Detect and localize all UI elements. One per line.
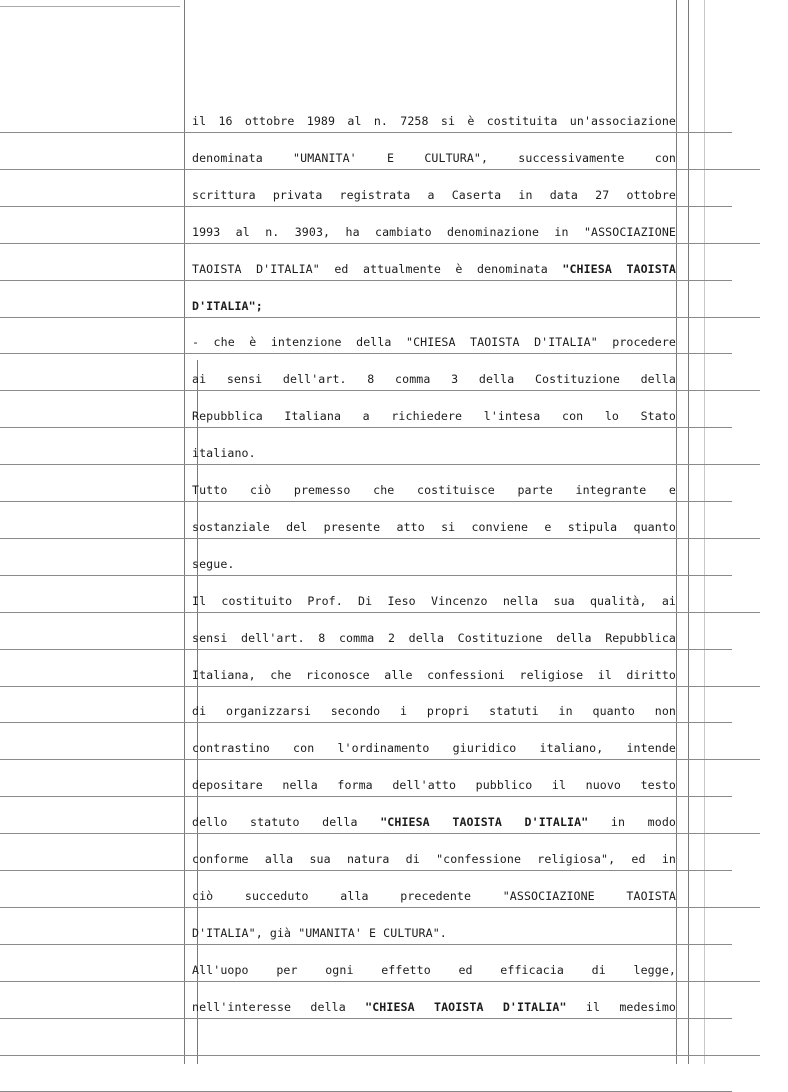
ruled-line — [0, 944, 732, 945]
text-line — [192, 1000, 676, 1014]
ruled-line — [0, 538, 760, 539]
ruled-line — [0, 870, 732, 871]
text-line — [192, 594, 676, 608]
text-line — [192, 299, 676, 313]
text-segment: TAOISTA D'ITALIA" ed attualmente è denominata — [192, 261, 563, 276]
text-segment: - che è intenzione della "CHIESA TAOISTA D'ITALIA" procedere — [192, 335, 676, 350]
ruled-line — [0, 169, 760, 170]
ruled-line — [0, 501, 732, 502]
bold-segment: D'ITALIA"; — [192, 298, 263, 313]
text-segment: 1993 al n. 3903, ha cambiato denominazione in "ASSOCIAZIONE — [192, 224, 676, 239]
text-segment: il 16 ottobre 1989 al n. 7258 si è costituita un'associazione — [192, 114, 676, 128]
text-line — [192, 446, 676, 460]
text-line — [192, 926, 676, 940]
text-segment: sensi dell'art. 8 comma 2 della Costituzione della Repubblica — [192, 630, 676, 645]
right-margin-rule — [676, 0, 677, 1064]
text-segment: Il costituito Prof. Di Ieso Vincenzo nella sua qualità, ai — [192, 593, 676, 608]
text-segment: ciò succeduto alla precedente "ASSOCIAZIONE TAOISTA — [192, 888, 676, 903]
ruled-line — [0, 1055, 760, 1056]
ruled-line — [0, 206, 732, 207]
ruled-line — [0, 722, 732, 723]
ruled-line — [0, 427, 732, 428]
text-line — [192, 778, 676, 792]
top-rule — [0, 6, 180, 7]
text-segment: in modo — [588, 815, 676, 830]
ruled-line — [0, 353, 732, 354]
bold-segment: "CHIESA TAOISTA D'ITALIA" — [365, 999, 567, 1014]
text-segment: All'uopo per ogni effetto ed efficacia di legge, — [192, 962, 676, 977]
text-segment: sostanziale del presente atto si conviene e stipula quanto — [192, 519, 676, 534]
text-line — [192, 631, 676, 645]
text-line — [192, 557, 676, 571]
text-segment: il medesimo — [566, 999, 676, 1014]
text-segment: Tutto ciò premesso che costituisce parte integrante e — [192, 483, 676, 497]
text-line — [192, 520, 676, 534]
ruled-line — [0, 981, 760, 982]
text-segment: Italiana, che riconosce alle confessioni religiose il diritto — [192, 667, 676, 682]
right-margin-rule-outer — [688, 0, 689, 1064]
bold-segment: "CHIESA TAOISTA D'ITALIA" — [380, 815, 589, 830]
ruled-line — [0, 132, 732, 133]
text-line — [192, 409, 676, 423]
text-line — [192, 114, 676, 128]
ruled-line — [0, 686, 760, 687]
text-line — [192, 225, 676, 239]
text-line — [192, 262, 676, 276]
text-line — [192, 188, 676, 202]
ruled-line — [0, 575, 732, 576]
page-edge-rule — [704, 0, 705, 1064]
ruled-line — [0, 317, 760, 318]
ruled-line — [0, 833, 760, 834]
text-segment: scrittura privata registrata a Caserta in data 27 ottobre — [192, 187, 676, 202]
text-line — [192, 151, 676, 165]
ruled-line — [0, 796, 732, 797]
text-line — [192, 335, 676, 349]
text-segment: italiano. — [192, 446, 256, 461]
text-segment: conforme alla sua natura di "confessione religiosa", ed in — [192, 852, 676, 866]
text-segment: nell'interesse della — [192, 999, 366, 1014]
text-segment: di organizzarsi secondo i propri statuti in quanto non — [192, 704, 676, 719]
text-line — [192, 483, 676, 497]
bold-segment: "CHIESA TAOISTA — [562, 261, 677, 276]
ruled-line — [0, 612, 760, 613]
text-segment: ai sensi dell'art. 8 comma 3 della Costituzione della — [192, 372, 676, 387]
ruled-line — [0, 759, 760, 760]
text-line — [192, 372, 676, 386]
text-segment: Repubblica Italiana a richiedere l'intesa con lo Stato — [192, 409, 676, 424]
text-segment: depositare nella forma dell'atto pubblico il nuovo testo — [192, 778, 676, 793]
text-segment: contrastino con l'ordinamento giuridico italiano, intende — [192, 741, 676, 756]
text-line — [192, 889, 676, 903]
ruled-line — [0, 1018, 732, 1019]
text-line — [192, 704, 676, 718]
text-line — [192, 741, 676, 755]
text-segment: D'ITALIA", già "UMANITA' E CULTURA". — [192, 925, 447, 940]
text-segment: dello statuto della — [192, 815, 381, 830]
ruled-line — [0, 280, 732, 281]
left-margin-rule — [184, 0, 185, 1064]
text-line — [192, 963, 676, 977]
ruled-line — [0, 243, 760, 244]
ruled-line — [0, 464, 760, 465]
text-line — [192, 815, 676, 829]
text-line — [192, 668, 676, 682]
text-line — [192, 852, 676, 866]
ruled-line — [0, 390, 760, 391]
text-segment: segue. — [192, 556, 235, 571]
text-segment: denominata "UMANITA' E CULTURA", successivamente con — [192, 150, 676, 165]
ruled-line — [0, 649, 732, 650]
ruled-line — [0, 907, 760, 908]
